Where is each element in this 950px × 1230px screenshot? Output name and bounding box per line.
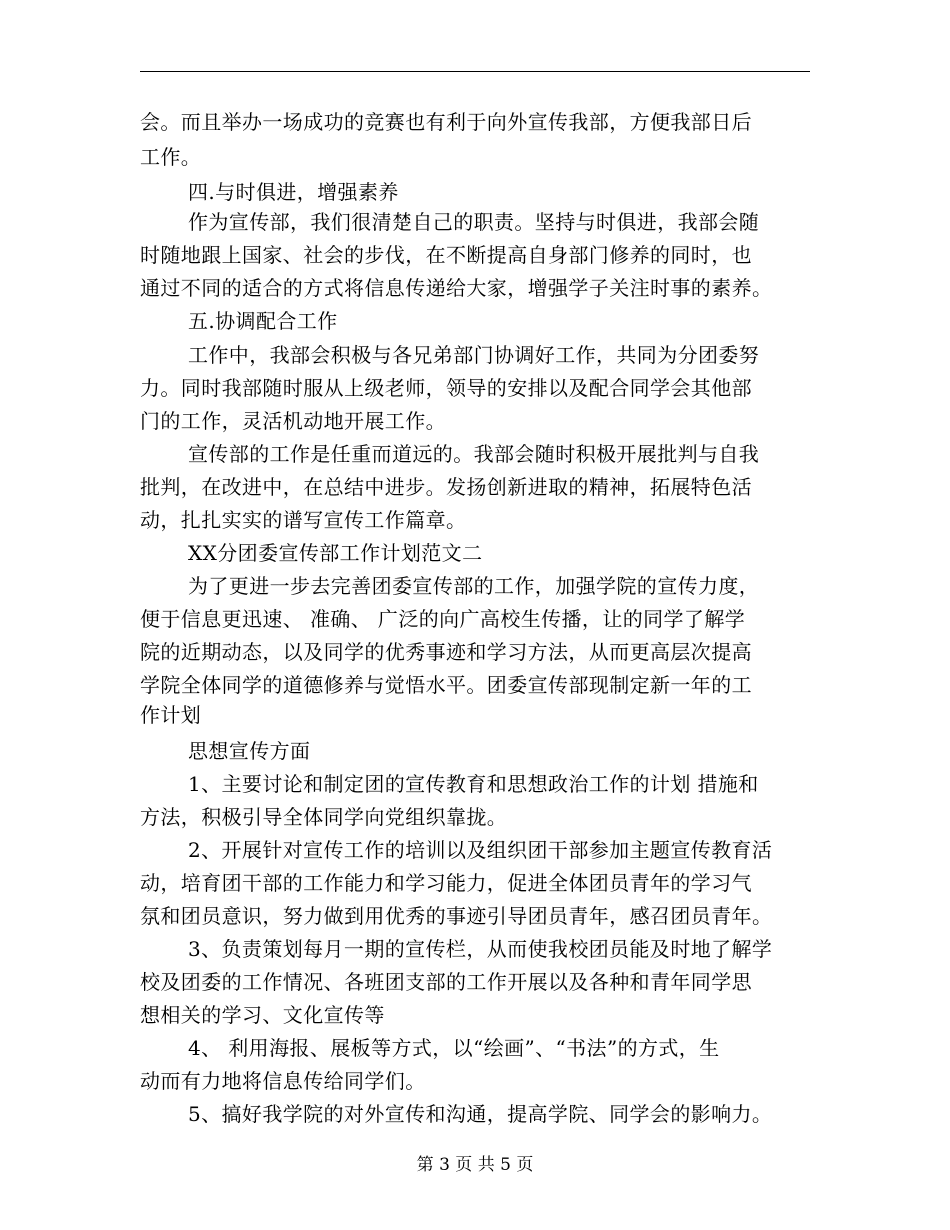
text-line: 2、开展针对宣传工作的培训以及组织团干部参加主题宣传教育活 (188, 838, 773, 862)
text-line: 通过不同的适合的方式将信息传递给大家，增强学子关注时事的素养。 (140, 276, 773, 300)
text-line: 动而有力地将信息传给同学们。 (140, 1069, 426, 1093)
section-heading: 思想宣传方面 (188, 739, 311, 763)
text-line: 院的近期动态，以及同学的优秀事迹和学习方法，从而更高层次提高 (140, 640, 752, 664)
page-number: 第 3 页 共 5 页 (416, 1155, 534, 1175)
text-line: 氛和团员意识，努力做到用优秀的事迹引导团员青年，感召团员青年。 (140, 904, 773, 928)
text-line: 动，培育团干部的工作能力和学习能力，促进全体团员青年的学习气 (140, 871, 752, 895)
text-line: 门的工作，灵活机动地开展工作。 (140, 409, 446, 433)
text-line: 方法，积极引导全体同学向党组织靠拢。 (140, 805, 508, 829)
section-heading: 五.协调配合工作 (188, 309, 338, 333)
text-line: 动，扎扎实实的谱写宣传工作篇章。 (140, 508, 467, 532)
text-line: 4、 利用海报、展板等方式，以“绘画”、“书法”的方式，生 (188, 1036, 720, 1060)
text-line: 学院全体同学的道德修养与觉悟水平。团委宣传部现制定新一年的工 (140, 673, 752, 697)
text-line: 工作中，我部会积极与各兄弟部门协调好工作，共同为分团委努 (188, 343, 760, 367)
text-line: 作为宣传部，我们很清楚自己的职责。坚持与时俱进，我部会随 (188, 210, 760, 234)
text-line: 校及团委的工作情况、各班团支部的工作开展以及各种和青年同学思 (140, 970, 752, 994)
text-line: 力。同时我部随时服从上级老师，领导的安排以及配合同学会其他部 (140, 376, 752, 400)
text-line: 3、负责策划每月一期的宣传栏，从而使我校团员能及时地了解学 (188, 937, 773, 961)
text-line: 宣传部的工作是任重而道远的。我部会随时积极开展批判与自我 (188, 442, 760, 466)
text-line: 为了更进一步去完善团委宣传部的工作，加强学院的宣传力度， (188, 574, 760, 598)
text-line: 时随地跟上国家、社会的步伐，在不断提高自身部门修养的同时，也 (140, 243, 752, 267)
text-line: 5、搞好我学院的对外宣传和沟通，提高学院、同学会的影响力。 (188, 1102, 773, 1126)
text-line: 批判，在改进中，在总结中进步。发扬创新进取的精神，拓展特色活 (140, 475, 752, 499)
header-rule (140, 71, 810, 72)
section-heading: 四.与时俱进，增强素养 (188, 180, 399, 204)
text-line: 工作。 (140, 145, 202, 169)
text-line: 作计划 (140, 703, 202, 727)
text-line: 会。而且举办一场成功的竞赛也有利于向外宣传我部，方便我部日后 (140, 110, 752, 134)
section-heading: XX分团委宣传部工作计划范文二 (188, 541, 483, 565)
text-line: 便于信息更迅速、 准确、 广泛的向广高校生传播，让的同学了解学 (140, 607, 746, 631)
text-line: 1、主要讨论和制定团的宣传教育和思想政治工作的计划 措施和 (188, 772, 759, 796)
text-line: 想相关的学习、文化宣传等 (140, 1003, 385, 1027)
